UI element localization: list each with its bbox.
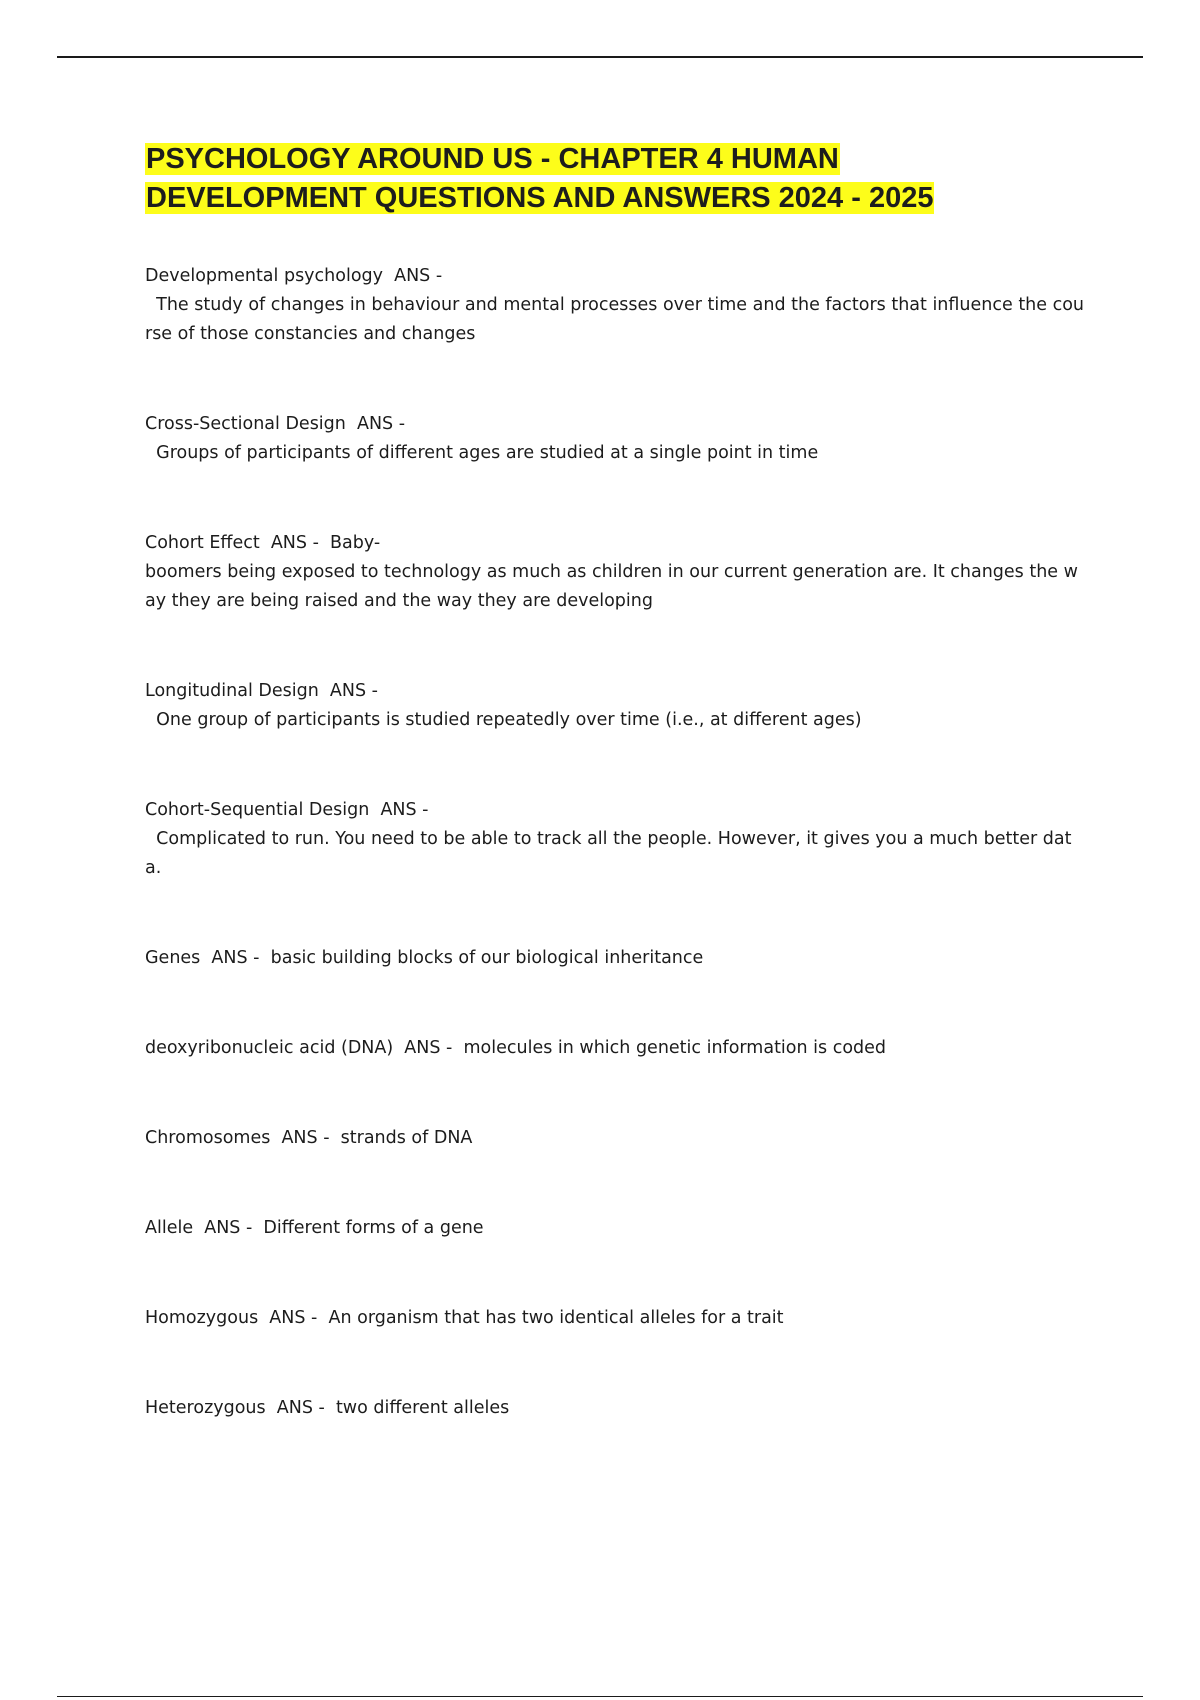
document-title bbox=[145, 140, 1145, 218]
entry-term: Cohort-Sequential Design ANS - bbox=[145, 800, 435, 820]
entry-definition: Complicated to run. You need to be able to track all the people. However, it gives you a much better data. bbox=[145, 829, 1072, 878]
qa-entry bbox=[145, 1214, 1085, 1243]
qa-entry bbox=[145, 944, 1085, 973]
entry-term: Chromosomes ANS - bbox=[145, 1128, 341, 1148]
top-divider bbox=[57, 56, 1143, 58]
entry-definition: two different alleles bbox=[335, 1398, 510, 1418]
entry-definition: Groups of participants of different ages are studied at a single point in time bbox=[156, 443, 819, 463]
qa-list bbox=[145, 262, 1085, 1423]
entry-term: Heterozygous ANS - bbox=[145, 1398, 336, 1418]
entry-definition: strands of DNA bbox=[340, 1128, 473, 1148]
qa-entry bbox=[145, 1304, 1085, 1333]
qa-entry bbox=[145, 796, 1085, 883]
entry-term: Cohort Effect ANS - bbox=[145, 533, 331, 553]
title-highlight-line-2: DEVELOPMENT QUESTIONS AND ANSWERS 2024 - 2025 bbox=[146, 182, 934, 214]
entry-term: Longitudinal Design ANS - bbox=[145, 681, 384, 701]
entry-definition: An organism that has two identical alleles for a trait bbox=[328, 1308, 784, 1328]
entry-term: Allele ANS - bbox=[145, 1218, 264, 1238]
entry-term: Developmental psychology ANS - bbox=[145, 266, 448, 286]
title-highlight-line-1: PSYCHOLOGY AROUND US - CHAPTER 4 HUMAN bbox=[146, 143, 839, 175]
qa-entry bbox=[145, 1394, 1085, 1423]
entry-definition: The study of changes in behaviour and mental processes over time and the factors that influence the course of those constancies and changes bbox=[145, 295, 1085, 344]
qa-entry bbox=[145, 677, 1085, 735]
qa-entry bbox=[145, 410, 1085, 468]
entry-term: Homozygous ANS - bbox=[145, 1308, 329, 1328]
entry-term: Cross-Sectional Design ANS - bbox=[145, 414, 411, 434]
entry-definition: One group of participants is studied repeatedly over time (i.e., at different ages) bbox=[156, 710, 862, 730]
entry-term: deoxyribonucleic acid (DNA) ANS - bbox=[145, 1038, 464, 1058]
bottom-divider bbox=[57, 1696, 1143, 1697]
qa-entry bbox=[145, 1034, 1085, 1063]
entry-definition: molecules in which genetic information is coded bbox=[463, 1038, 887, 1058]
entry-definition: Different forms of a gene bbox=[263, 1218, 484, 1238]
entry-term: Genes ANS - bbox=[145, 948, 271, 968]
entry-definition: basic building blocks of our biological inheritance bbox=[270, 948, 704, 968]
qa-entry bbox=[145, 1124, 1085, 1153]
qa-entry bbox=[145, 262, 1085, 349]
entry-definition: Baby- boomers being exposed to technology as much as children in our current generation are. It changes the way they are being raised and the way they are developing bbox=[145, 533, 1078, 611]
qa-entry bbox=[145, 529, 1085, 616]
